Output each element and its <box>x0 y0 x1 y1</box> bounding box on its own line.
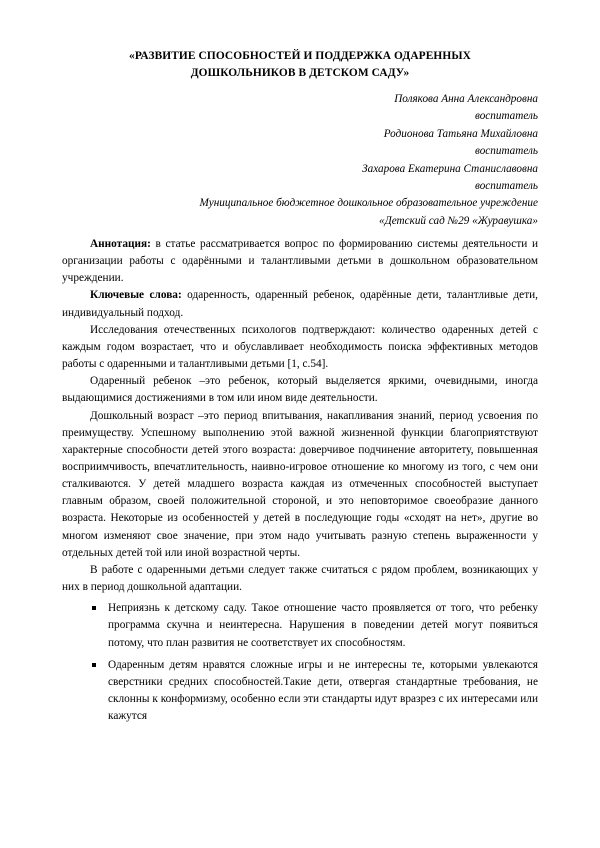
keywords-paragraph <box>62 287 538 321</box>
list-item: Неприязнь к детскому саду. Такое отношение часто проявляется от того, что ребенку программа скучна и неинтересна. Нарушения в поведении детей могут появиться потому, что план развития не соответствует их способностям. <box>62 600 538 651</box>
body-paragraph: В работе с одаренными детьми следует также считаться с рядом проблем, возникающих у них в период дошкольной адаптации. <box>62 563 538 594</box>
abstract-text: в статье рассматривается вопрос по формированию системы деятельности и организации работы с одарёнными и талантливыми детьми в дошкольном образовательном учреждении. <box>62 237 538 285</box>
body-paragraph: Дошкольный возраст –это период впитывания, накапливания знаний, период усвоения по преимуществу. Успешному выполнению этой важной жизненной функции благоприятствуют характерные способности детей этого возраста: доверчивое подчинение авторитету, повышенная восприимчивость, впечатлительность, наивно-игровое отношение ко многому из того, с чем они сталкиваются. У детей младшего возраста каждая из отмеченных способностей выступает главным образом, своей положительной стороной, и это неповторимое своеобразие данного возраста. Некоторые из особенностей у детей в последующие годы «сходят на нет», другие во многом изменяют свое значение, при этом надо учитывать разную степень выраженности у отдельных детей той или иной возрастной черты. <box>62 409 538 559</box>
organization-block <box>62 195 538 230</box>
author-role: воспитатель <box>474 145 538 158</box>
page-title <box>70 48 530 81</box>
body-paragraph: Исследования отечественных психологов подтверждают: количество одаренных детей с каждым годом возрастает, что и обуславливает необходимость поиска эффективных методов работы с одаренными и талантливыми детьми [1, с.54]. <box>62 323 538 371</box>
list-item: Одаренным детям нравятся сложные игры и не интересны те, которыми увлекаются сверстники средних способностей.Такие дети, отвергая стандартные требования, не склонны к конформизму, особенно если эти стандарты идут вразрез с их интересами или кажутся <box>62 657 538 726</box>
bullet-list <box>62 600 538 725</box>
author-name: Полякова Анна Александровна <box>394 93 538 106</box>
title-line-1: «РАЗВИТИЕ СПОСОБНОСТЕЙ И ПОДДЕРЖКА ОДАРЕННЫХ <box>129 50 471 62</box>
organization-line-1: Муниципальное бюджетное дошкольное образовательное учреждение <box>199 197 538 210</box>
organization-line-2: «Детский сад №29 «Журавушка» <box>379 214 538 227</box>
author-role: воспитатель <box>474 110 538 123</box>
author-role: воспитатель <box>474 179 538 192</box>
abstract-label: Аннотация: <box>90 237 151 250</box>
body-paragraph: Одаренный ребенок –это ребенок, который выделяется яркими, очевидными, иногда выдающимися достижениями в том или ином виде деятельности. <box>62 375 538 405</box>
abstract-paragraph <box>62 236 538 287</box>
author-name: Захарова Екатерина Станиславовна <box>362 162 538 175</box>
title-line-2: ДОШКОЛЬНИКОВ В ДЕТСКОМ САДУ» <box>190 66 410 79</box>
keywords-text: одаренность, одаренный ребенок, одарённые дети, талантливые дети, индивидуальный подход. <box>62 289 539 319</box>
keywords-label: Ключевые слова: <box>90 289 182 302</box>
author-name: Родионова Татьяна Михайловна <box>383 127 538 140</box>
body-text <box>62 236 538 725</box>
author-block <box>62 91 538 195</box>
